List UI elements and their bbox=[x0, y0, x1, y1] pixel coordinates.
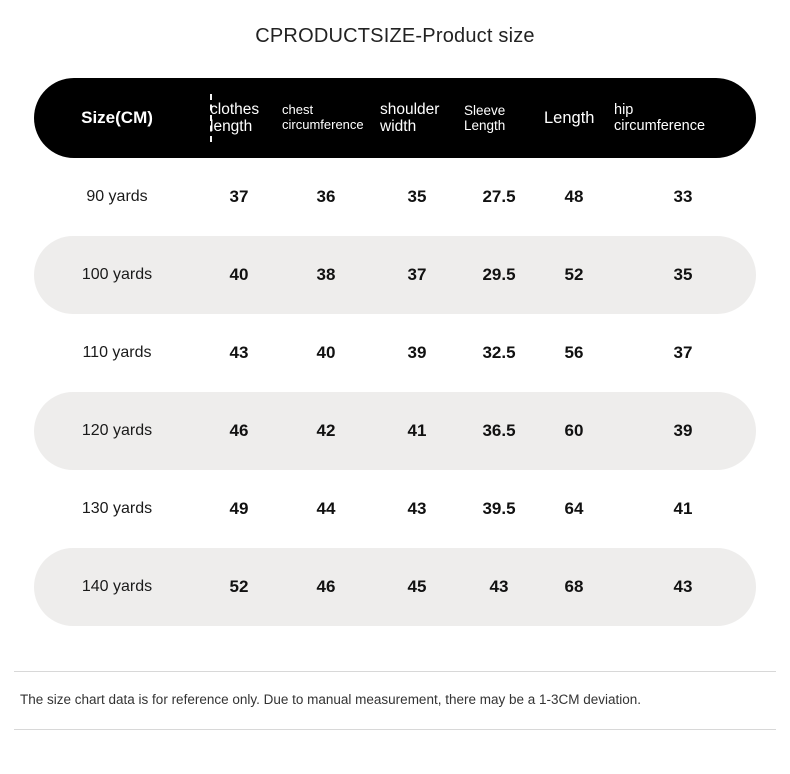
disclaimer-note: The size chart data is for reference only. Due to manual measurement, there may be a 1-3CM deviation. bbox=[20, 692, 642, 707]
size-table bbox=[34, 78, 756, 626]
row-cell-sleeve-length: 39.5 bbox=[482, 499, 516, 518]
row-cell-shoulder-width: 35 bbox=[407, 187, 427, 206]
row-cell-hip-circumference: 35 bbox=[673, 265, 693, 284]
row-size-label: 140 yards bbox=[81, 578, 153, 595]
table-row bbox=[34, 548, 756, 626]
row-size-label: 120 yards bbox=[81, 422, 153, 439]
row-cell-length: 68 bbox=[564, 577, 584, 596]
header-dashed-divider bbox=[210, 94, 212, 142]
row-cell-sleeve-length: 27.5 bbox=[482, 187, 516, 206]
row-cell-chest-circumference: 40 bbox=[316, 343, 336, 362]
table-row bbox=[34, 392, 756, 470]
row-cell-clothes-length: 43 bbox=[229, 343, 249, 362]
table-row bbox=[34, 470, 756, 548]
header-cell-sleeve-length: Sleeve Length bbox=[464, 102, 506, 133]
header-cell-chest-circumference: chest circumference bbox=[282, 102, 364, 132]
header-cell-size: Size(CM) bbox=[81, 108, 153, 128]
row-cell-length: 52 bbox=[564, 265, 584, 284]
row-cell-sleeve-length: 36.5 bbox=[482, 421, 516, 440]
footer-spacer bbox=[0, 730, 790, 774]
row-cell-sleeve-length: 32.5 bbox=[482, 343, 516, 362]
row-cell-hip-circumference: 43 bbox=[673, 577, 693, 596]
row-cell-chest-circumference: 44 bbox=[316, 499, 336, 518]
row-cell-length: 60 bbox=[564, 421, 584, 440]
row-cell-length: 64 bbox=[564, 499, 584, 518]
row-cell-hip-circumference: 39 bbox=[673, 421, 693, 440]
row-cell-length: 56 bbox=[564, 343, 584, 362]
table-header-row bbox=[34, 78, 756, 158]
row-cell-length: 48 bbox=[564, 187, 584, 206]
row-cell-shoulder-width: 39 bbox=[407, 343, 427, 362]
row-cell-shoulder-width: 37 bbox=[407, 265, 427, 284]
table-row bbox=[34, 314, 756, 392]
row-cell-hip-circumference: 33 bbox=[673, 187, 693, 206]
row-cell-shoulder-width: 41 bbox=[407, 421, 427, 440]
header-cell-length: Length bbox=[544, 108, 595, 127]
row-size-label: 100 yards bbox=[81, 266, 153, 283]
row-cell-sleeve-length: 29.5 bbox=[482, 265, 516, 284]
row-cell-chest-circumference: 42 bbox=[316, 421, 336, 440]
header-cell-clothes-length: clothes length bbox=[210, 100, 260, 135]
row-cell-shoulder-width: 43 bbox=[407, 499, 427, 518]
row-size-label: 90 yards bbox=[86, 188, 148, 205]
row-cell-clothes-length: 37 bbox=[229, 187, 249, 206]
row-cell-hip-circumference: 41 bbox=[673, 499, 693, 518]
row-cell-clothes-length: 52 bbox=[229, 577, 249, 596]
row-cell-hip-circumference: 37 bbox=[673, 343, 693, 362]
table-row bbox=[34, 158, 756, 236]
row-cell-clothes-length: 40 bbox=[229, 265, 249, 284]
table-row bbox=[34, 236, 756, 314]
header-cell-hip-circumference: hip circumference bbox=[614, 101, 706, 134]
header-cell-shoulder-width: shoulder width bbox=[380, 100, 440, 135]
row-cell-clothes-length: 46 bbox=[229, 421, 249, 440]
row-cell-clothes-length: 49 bbox=[229, 499, 249, 518]
row-size-label: 130 yards bbox=[81, 500, 153, 517]
row-cell-chest-circumference: 46 bbox=[316, 577, 336, 596]
row-cell-chest-circumference: 36 bbox=[316, 187, 336, 206]
row-size-label: 110 yards bbox=[82, 344, 152, 361]
row-cell-chest-circumference: 38 bbox=[316, 265, 336, 284]
row-cell-shoulder-width: 45 bbox=[407, 577, 427, 596]
footer bbox=[0, 671, 790, 774]
page-title: CPRODUCTSIZE-Product size bbox=[255, 25, 535, 47]
row-cell-sleeve-length: 43 bbox=[489, 577, 509, 596]
